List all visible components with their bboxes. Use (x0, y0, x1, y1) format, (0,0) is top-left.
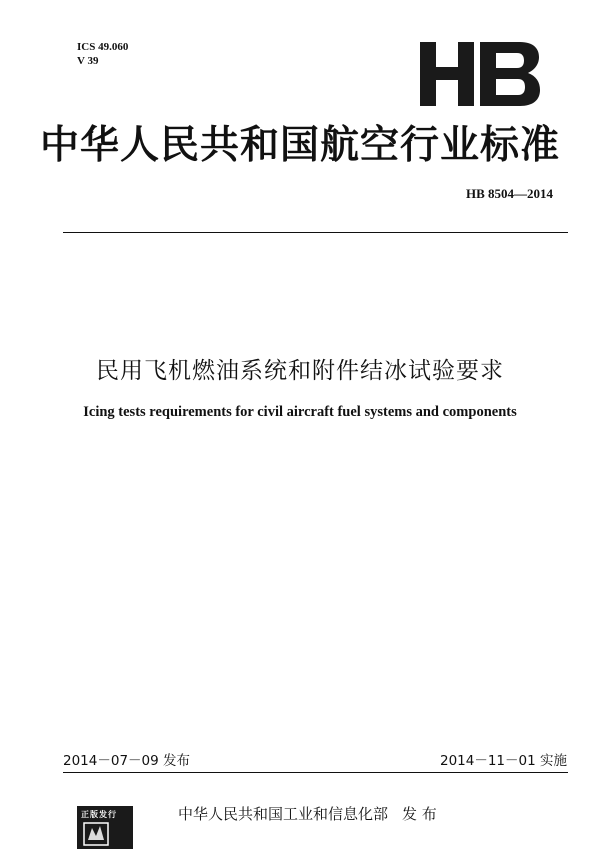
logo-letter-b (480, 42, 540, 106)
publisher-name: 中华人民共和国工业和信息化部 (178, 805, 389, 823)
document-title-en: Icing tests requirements for civil aircraft fuel systems and components (83, 404, 517, 420)
category-code: V 39 (77, 55, 99, 67)
stamp-label: 正版发行 (81, 810, 117, 819)
ics-code: ICS 49.060 (77, 41, 129, 53)
standard-number: HB 8504—2014 (465, 186, 553, 201)
document-title-cn: 民用飞机燃油系统和附件结冰试验要求 (96, 358, 504, 384)
top-divider (63, 232, 568, 233)
standard-title: 中华人民共和国航空行业标准 (39, 123, 560, 168)
issue-date: 2014－07－09 发布 (63, 753, 191, 769)
logo-letter-h (420, 42, 474, 106)
authentic-edition-stamp (77, 806, 133, 849)
bottom-divider (63, 772, 568, 773)
implementation-date: 2014－11－01 实施 (439, 753, 567, 769)
hb-logo (420, 42, 540, 106)
publisher-suffix: 发 布 (402, 805, 437, 823)
stamp-emblem-icon (83, 822, 109, 846)
classification-codes (77, 40, 128, 68)
publisher-line (178, 803, 437, 824)
